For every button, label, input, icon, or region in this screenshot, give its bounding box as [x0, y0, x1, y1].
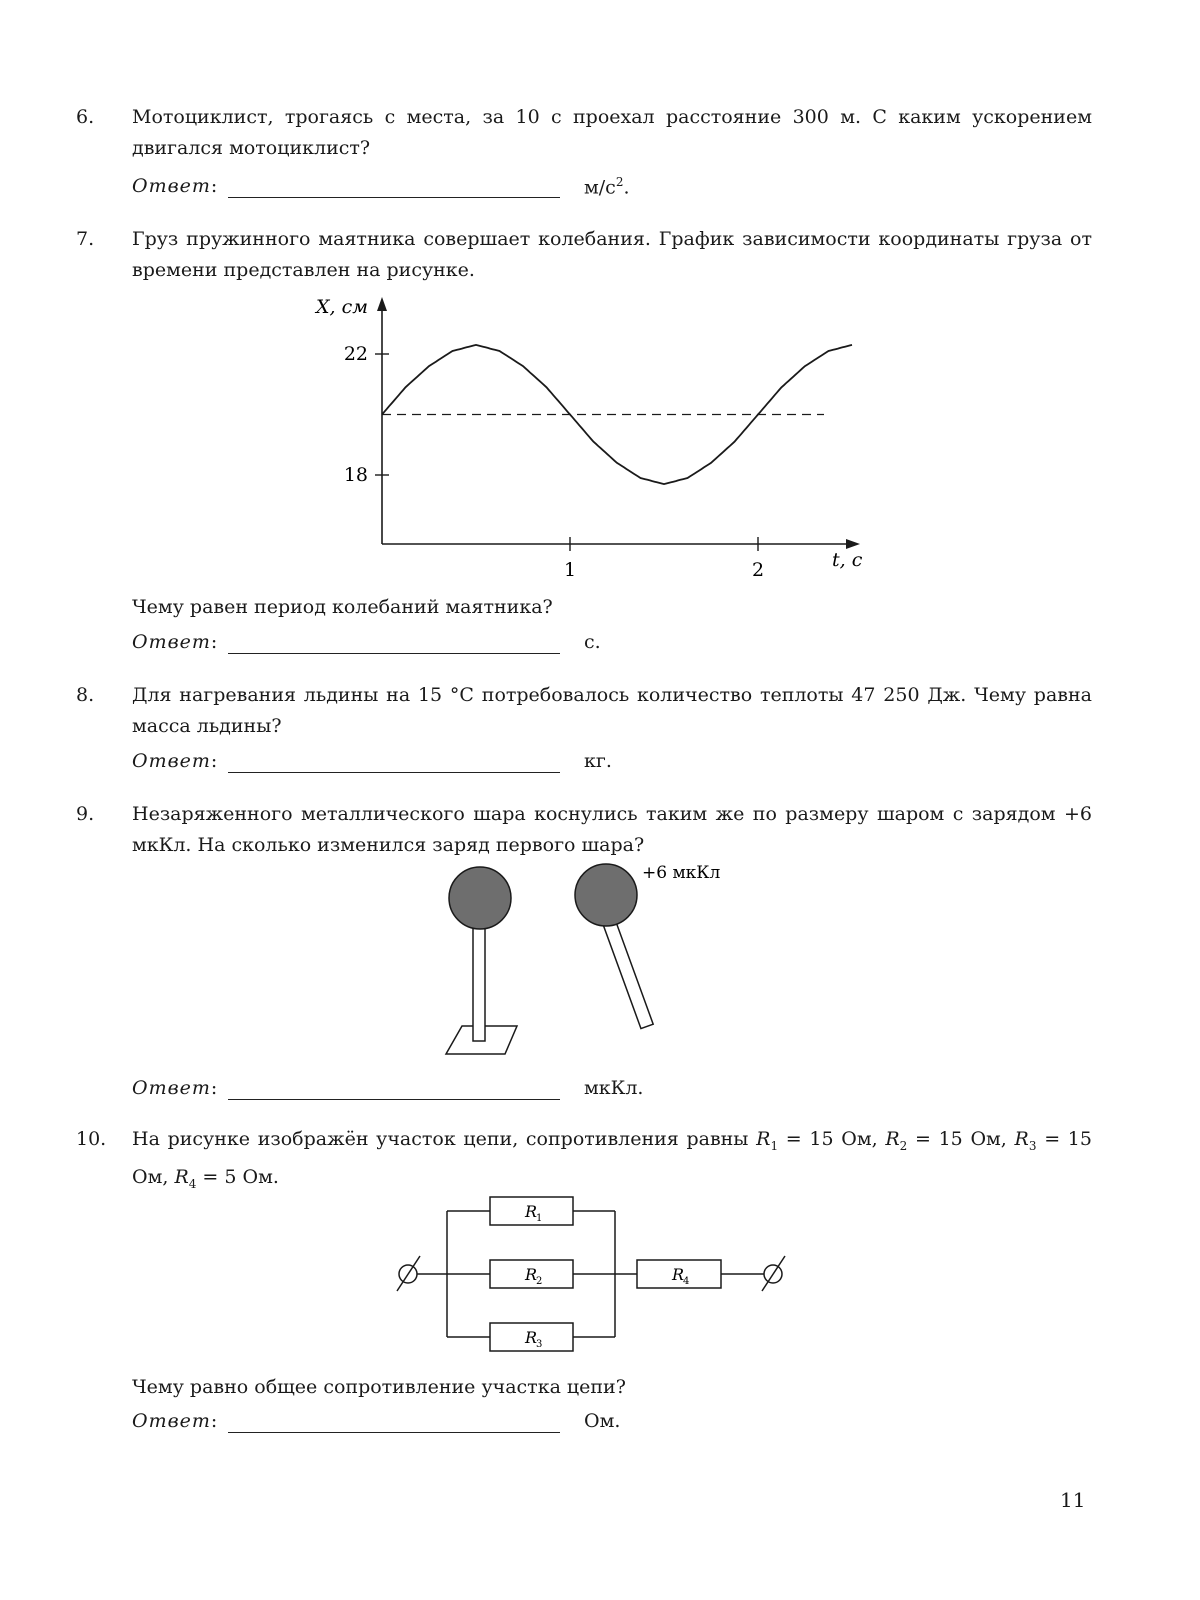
handle-rod [602, 916, 654, 1029]
charged-spheres-figure [430, 858, 750, 1068]
answer-line[interactable] [228, 1099, 560, 1100]
y-axis-arrow [377, 297, 387, 311]
x-tick-label: 2 [751, 559, 765, 581]
answer-line[interactable] [228, 197, 560, 198]
task-7-question: Чему равен период колебаний маятника? [132, 596, 553, 618]
resistor-r3 [490, 1323, 573, 1351]
task-6-number: 6. [76, 106, 95, 128]
svg-text:R: R [672, 1265, 685, 1284]
task-9-text: Незаряженного металлического шара коснулись таким же по размеру шаром с зарядом +6 мкКл. На сколько изменился заряд первого шара? [132, 803, 1092, 856]
x-axis-label: t, с [832, 549, 863, 571]
svg-text:R: R [525, 1328, 538, 1347]
answer-line[interactable] [228, 1432, 560, 1433]
circuit-diagram [385, 1190, 815, 1360]
answer-unit: с. [584, 631, 601, 653]
charged-sphere [575, 864, 637, 926]
svg-text:4: 4 [683, 1276, 690, 1287]
svg-text:2: 2 [536, 1276, 543, 1287]
answer-unit: $м/с^2$. [584, 175, 630, 199]
chart-axes [344, 297, 860, 581]
task-9-number: 9. [76, 803, 95, 825]
stand-rod [473, 926, 485, 1041]
task-8-text: Для нагревания льдины на 15 °С потребовалось количество теплоты 47 250 Дж. Чему равна масса льдины? [132, 684, 1092, 737]
task-10-text: На рисунке изображён участок цепи, сопротивления равны $R_1 = 15$ Ом, $R_2 = 15$ Ом, $R_3 = 15$ Ом, $R_4 = 5$ Ом. [132, 1128, 1092, 1191]
page-number: 11 [1060, 1488, 1086, 1512]
resistor-r2 [490, 1260, 573, 1288]
answer-unit: кг. [584, 750, 612, 772]
task-8-number: 8. [76, 684, 95, 706]
task-7-number: 7. [76, 228, 95, 250]
svg-text:R: R [525, 1265, 538, 1284]
svg-text:R: R [525, 1202, 538, 1221]
answer-unit: мкКл. [584, 1077, 644, 1099]
x-tick-label: 1 [563, 559, 577, 581]
answer-line[interactable] [228, 653, 560, 654]
y-axis-label: X, см [316, 296, 368, 318]
task-6-text: Мотоциклист, трогаясь с места, за 10 с проехал расстояние 300 м. С каким ускорением двигался мотоциклист? [132, 106, 1092, 159]
oscillation-chart [300, 285, 890, 585]
svg-text:3: 3 [536, 1339, 543, 1350]
resistor-r1 [490, 1197, 573, 1225]
y-tick-label: 18 [343, 464, 368, 486]
task-10-question: Чему равно общее сопротивление участка цепи? [132, 1376, 626, 1398]
uncharged-sphere [449, 867, 511, 929]
answer-label: Ответ: [132, 750, 218, 772]
answer-label: Ответ: [132, 175, 218, 197]
oscillation-curve [382, 345, 852, 484]
task-7-text: Груз пружинного маятника совершает колебания. График зависимости координаты груза от времени представлен на рисунке. [132, 228, 1092, 281]
answer-label: Ответ: [132, 1077, 218, 1099]
x-axis-arrow [846, 539, 860, 549]
chart-marks [382, 345, 852, 484]
answer-line[interactable] [228, 772, 560, 773]
task-10-number: 10. [76, 1128, 107, 1150]
answer-label: Ответ: [132, 631, 218, 653]
answer-unit: Ом. [584, 1410, 621, 1432]
svg-text:1: 1 [536, 1213, 543, 1224]
answer-label: Ответ: [132, 1410, 218, 1432]
y-tick-label: 22 [343, 343, 368, 365]
resistor-r4 [637, 1260, 721, 1288]
charge-label: +6 мкКл [642, 863, 721, 883]
